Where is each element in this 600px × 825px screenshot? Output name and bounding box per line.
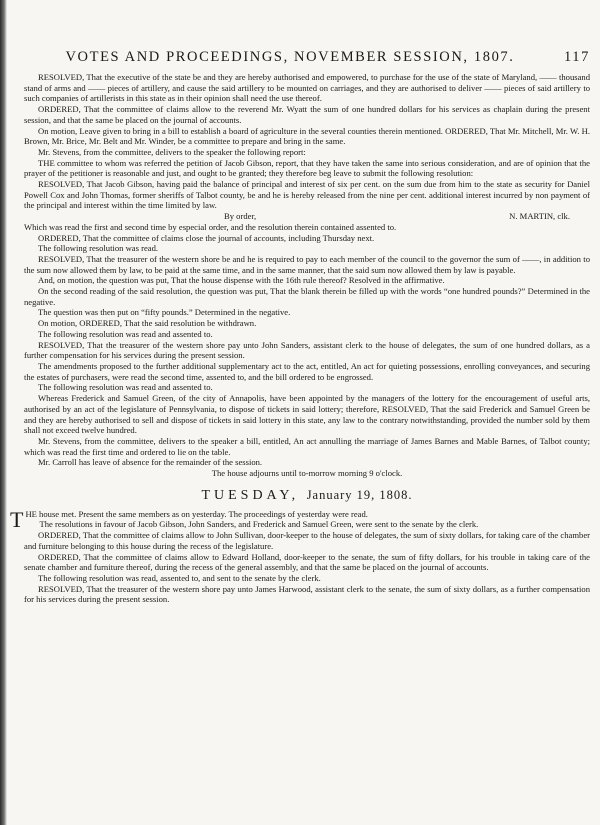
paragraph: On the second reading of the said resolution, the question was put, That the blank therein be filled up with the words “one hundred pounds?” Determined in the negative. [24, 286, 590, 307]
clerk-signature: N. MARTIN, clk. [509, 211, 570, 222]
paragraph: The following resolution was read and assented to. [38, 382, 213, 393]
paragraph: RESOLVED, That Jacob Gibson, having paid the balance of principal and interest of six per cent. on the sum due from him to the state as security for Daniel Powell Cox and John Thomas, former sheriffs of Talbot county, be and he is hereby released from the nine per cent. additional interest incurred by non payment of the principal and interest within the time limited by law. [24, 179, 590, 211]
paragraph: ORDERED, That the committee of claims close the journal of accounts, including Thursday next. [38, 232, 375, 243]
paragraph: RESOLVED, That the treasurer of the western shore pay unto John Sanders, assistant clerk to the house of delegates, the sum of one hundred dollars, as a further compensation for his services during the present session. [24, 339, 590, 361]
paragraph: RESOLVED, That the treasurer of the western shore pay unto James Harwood, assistant clerk to the senate, the sum of sixty dollars, as a further compensation for his services during the present session. [24, 583, 590, 605]
signature-line [24, 211, 590, 222]
paragraph: Whereas Frederick and Samuel Green, of the city of Annapolis, have been appointed by the managers of the lottery for the encouragement of useful arts, authorised by an act of the legislature of Pennsylvania, to dispose of tickets in said lottery; therefore, RESOLVED, That the said Frederick and Samuel Green be and they are hereby authorised to sell and dispose of tickets in said lottery in this state, any law to the contrary notwithstanding, provided the number sold by them shall not exceed twelve hundred. [24, 393, 590, 436]
paragraph: Mr. Stevens, from the committee, delivers to the speaker the following report: [38, 146, 306, 157]
day-heading [24, 487, 590, 504]
paragraph: The amendments proposed to the further additional supplementary act to the act, entitled, An act for quieting possessions, enrolling conveyances, and securing the estates of purchasers, were read the second time, assented to, and the bill ordered to be engrossed. [24, 360, 590, 382]
paragraph: RESOLVED, That the treasurer of the western shore be and he is required to pay to each member of the council to the governor the sum of ——, in addition to the sum now allowed them by law, to be paid at the same time, and in the same manner, that the said sum now allowed them by law is payable. [24, 253, 590, 275]
paragraph-text: HE house met. Present the same members as on yesterday. The proceedings of yesterday were read. [25, 508, 368, 519]
by-order-text: By order, [224, 211, 257, 222]
page-number: 117 [563, 49, 590, 65]
document-body [10, 72, 590, 605]
paragraph: And, on motion, the question was put, That the house dispense with the 16th rule thereof? Resolved in the affirmative. [38, 275, 445, 286]
paragraph: RESOLVED, That the executive of the state be and they are hereby authorised and empowered, to purchase for the use of the state of Maryland, —— thousand stand of arms and —— pieces of artillery, and cause the said artillery to be mounted on carriages, and they are authorised to deliver —— pieces of said artillery to such companies of artillerists in this state as in their opinion shall need the use thereof. [24, 72, 590, 104]
paragraph: The following resolution was read, assented to, and sent to the senate by the clerk. [38, 572, 321, 583]
paragraph: The house adjourns until to-morrow morning 9 o'clock. [211, 468, 403, 479]
day-heading-date: January 19, 1808. [306, 487, 413, 502]
paragraph: Mr. Stevens, from the committee, delivers to the speaker a bill, entitled, An act annulling the marriage of James Barnes and Mable Barnes, of Talbot county; which was read the first time and ordered to lie on the table. [24, 435, 590, 457]
paragraph: Mr. Carroll has leave of absence for the remainder of the session. [38, 457, 263, 468]
paragraph: The following resolution was read. [38, 243, 159, 254]
page-title: VOTES AND PROCEEDINGS, NOVEMBER SESSION, 1807. [65, 49, 515, 65]
paragraph: On motion, ORDERED, That the said resolution be withdrawn. [38, 318, 257, 329]
day-heading-day: TUESDAY, [201, 487, 300, 503]
paragraph: The question was then put on “fifty pounds.” Determined in the negative. [38, 307, 291, 318]
paragraph: ORDERED, That the committee of claims allow to Edward Holland, door-keeper to the senate, the sum of fifty dollars, for his trouble in taking care of the senate chamber and furniture thereof, during the recess of the general assembly, and that the same be placed on the journal of accounts. [24, 551, 590, 573]
drop-cap: T [10, 506, 24, 532]
page-edge-shadow [0, 0, 7, 825]
paragraph: The following resolution was read and assented to. [38, 328, 213, 339]
paragraph: The resolutions in favour of Jacob Gibson, John Sanders, and Frederick and Samuel Green, were sent to the senate by the clerk. [39, 519, 479, 530]
running-head [24, 48, 590, 66]
paragraph: ORDERED, That the committee of claims allow to John Sullivan, door-keeper to the house of delegates, the sum of sixty dollars, for taking care of the chamber and furniture belonging to this house during the recess of the legislature. [24, 530, 590, 551]
paragraph: THE committee to whom was referred the petition of Jacob Gibson, report, that they have taken the same into serious consideration, and are of opinion that the prayer of the petitioner is reasonable and just, and ought to be granted; they therefore beg leave to submit the following resolution: [24, 157, 590, 179]
paragraph: On motion, Leave given to bring in a bill to establish a board of agriculture in the several counties therein mentioned. ORDERED, That Mr. Mitchell, Mr. W. H. Brown, Mr. Brice, Mr. Belt and Mr. Winder, be a committee to prepare and bring in the same. [24, 125, 590, 147]
paragraph: ORDERED, That the committee of claims allow to the reverend Mr. Wyatt the sum of one hundred dollars for his services as chaplain during the present session, and that the same be placed on the journal of accounts. [24, 104, 590, 125]
paragraph: Which was read the first and second time by especial order, and the resolution therein contained assented to. [24, 221, 397, 232]
